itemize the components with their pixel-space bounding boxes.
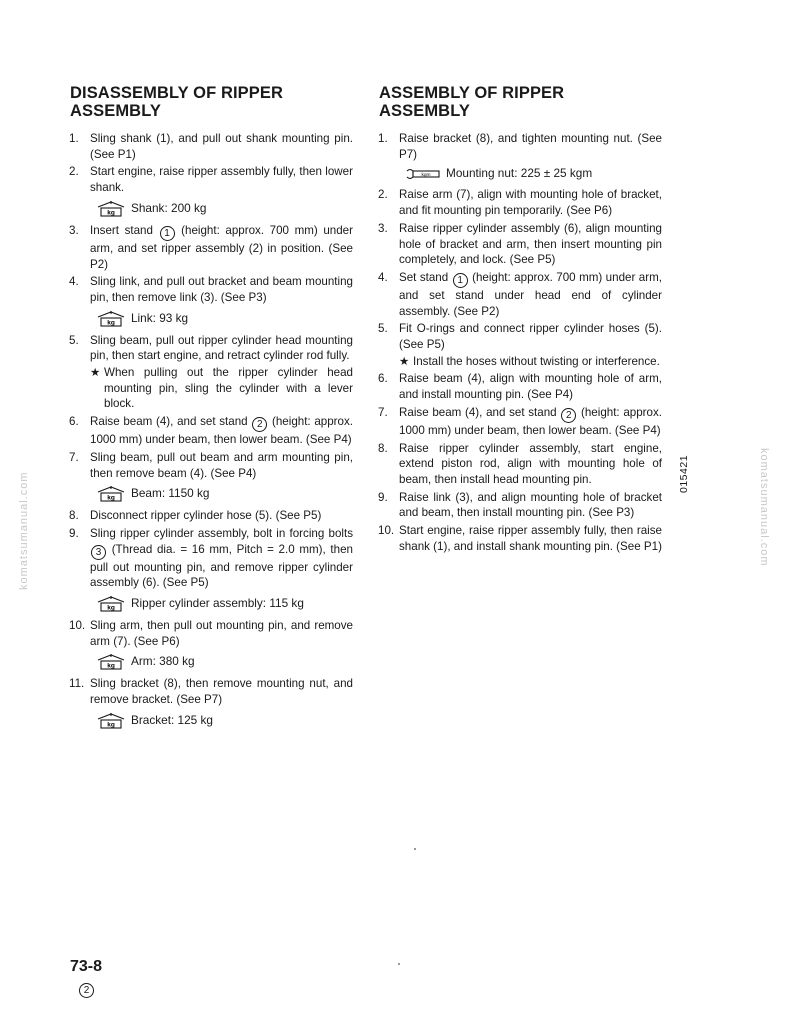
step-number: 1. xyxy=(378,132,388,145)
kg-weight-icon xyxy=(96,653,126,670)
assembly-step-7 xyxy=(379,405,662,439)
svg-text:kg: kg xyxy=(107,662,115,670)
step-text-part: Sling link, and pull out bracket and beam mounting pin, then remove link (3). (See P3) xyxy=(90,275,353,304)
assembly-step-5 xyxy=(379,321,662,369)
step-text-part: (Thread dia. = 16 mm, Pitch = 2.0 mm), then pull out mounting pin, and remove ripper cylinder assembly (6). (See P5) xyxy=(90,542,353,590)
step-text-part: Sling ripper cylinder assembly, bolt in forcing bolts xyxy=(90,526,353,540)
note-text: When pulling out the ripper cylinder head mounting pin, sling the cylinder with a lever block. xyxy=(104,366,353,411)
step-text-part: Raise ripper cylinder assembly (6), align mounting hole of bracket and arm, then insert mounting pin completely, and lock. (See P5) xyxy=(399,221,662,267)
step-text-part: Sling shank (1), and pull out shank mounting pin. (See P1) xyxy=(90,132,353,161)
step-text xyxy=(399,322,662,351)
note-text: Install the hoses without twisting or interference. xyxy=(413,354,660,368)
weight-spec-text: Beam: 1150 kg xyxy=(131,486,210,501)
step-text-part: Fit O-rings and connect ripper cylinder hoses (5). (See P5) xyxy=(399,322,662,352)
scan-speck xyxy=(398,963,400,965)
disassembly-title: DISASSEMBLY OF RIPPER ASSEMBLY xyxy=(70,84,283,120)
step-text-part: Raise beam (4), align with mounting hole of arm, and install mounting pin. (See P4) xyxy=(399,372,662,402)
step-number: 7. xyxy=(378,405,388,419)
kg-weight-icon xyxy=(96,200,126,217)
stand-number-mark: 1 xyxy=(453,273,468,288)
step-text-part: Disconnect ripper cylinder hose (5). (See P5) xyxy=(90,509,322,523)
step-text xyxy=(399,406,662,437)
stand-number-mark: 1 xyxy=(160,226,175,241)
step-number: 5. xyxy=(378,322,388,336)
revision-circle: 2 xyxy=(79,983,94,998)
svg-text:kg: kg xyxy=(107,319,115,327)
assembly-step-1 xyxy=(379,131,662,181)
step-text xyxy=(90,165,353,194)
svg-text:kg: kg xyxy=(107,721,115,729)
disassembly-step-1 xyxy=(70,131,353,162)
step-number: 8. xyxy=(378,441,388,455)
step-text xyxy=(90,334,353,363)
step-text-part: Start engine, raise ripper assembly fully, then lower shank. xyxy=(90,165,353,195)
assembly-title: ASSEMBLY OF RIPPER ASSEMBLY xyxy=(379,84,565,120)
step-text xyxy=(90,527,353,589)
torque-spec xyxy=(405,166,662,181)
step-text xyxy=(399,222,662,266)
step-text-part: (height: approx. 1000 mm) under beam, then lower beam. (See P4) xyxy=(90,415,354,447)
step-text-part: Raise beam (4), and set stand xyxy=(399,405,557,419)
step-text xyxy=(90,132,353,161)
step-number: 11. xyxy=(69,677,85,691)
step-text xyxy=(90,677,353,706)
svg-text:kg: kg xyxy=(107,494,115,502)
step-text-part: (height: approx. 700 mm) under arm, and set ripper assembly (2) in position. (See P2) xyxy=(90,223,353,271)
step-number: 2. xyxy=(69,165,79,179)
weight-spec xyxy=(96,485,353,502)
weight-spec-text: Arm: 380 kg xyxy=(131,654,195,669)
disassembly-step-11 xyxy=(70,676,353,728)
step-text-part: (height: approx. 1000 mm) under beam, then lower beam. (See P4) xyxy=(399,405,663,437)
step-text-part: Sling bracket (8), then remove mounting nut, and remove bracket. (See P7) xyxy=(90,677,353,707)
scan-speck xyxy=(414,848,416,850)
revision-mark xyxy=(78,978,95,998)
kg-weight-icon xyxy=(96,310,126,327)
page-number: 73-8 xyxy=(70,958,103,975)
disassembly-step-10 xyxy=(70,618,353,670)
step-number: 4. xyxy=(378,270,388,284)
step-text-part: Sling beam, pull out beam and arm mounting pin, then remove beam (4). (See P4) xyxy=(90,450,353,480)
step-number: 6. xyxy=(378,372,388,386)
step-text-part: Insert stand xyxy=(90,223,153,237)
note-star-icon: ★ xyxy=(399,354,410,368)
assembly-step-4 xyxy=(379,270,662,319)
disassembly-section xyxy=(70,84,353,735)
torque-wrench-icon xyxy=(405,167,441,181)
assembly-step-8 xyxy=(379,441,662,488)
step-text-part: Sling arm, then pull out mounting pin, and remove arm (7). (See P6) xyxy=(90,619,353,648)
weight-spec xyxy=(96,653,353,670)
step-text-part: Raise link (3), and align mounting hole of bracket and beam, then install mounting pin. (See P3) xyxy=(399,490,662,520)
step-text xyxy=(90,451,353,480)
document-code: 015421 xyxy=(678,454,690,493)
step-number: 3. xyxy=(378,221,388,235)
assembly-step-10 xyxy=(379,523,662,554)
step-text xyxy=(90,415,353,446)
step-text xyxy=(90,224,353,271)
disassembly-step-9 xyxy=(70,526,353,612)
step-note xyxy=(90,365,353,412)
step-number: 3. xyxy=(69,223,79,237)
kg-weight-icon xyxy=(96,595,126,612)
svg-text:kg: kg xyxy=(107,209,115,217)
step-text xyxy=(399,188,662,217)
step-text xyxy=(399,132,662,161)
step-text xyxy=(90,275,353,304)
svg-text:kg: kg xyxy=(107,604,115,612)
step-number: 8. xyxy=(69,509,79,523)
stand-number-mark: 3 xyxy=(91,545,106,560)
step-text-part: Raise beam (4), and set stand xyxy=(90,415,248,429)
step-text xyxy=(399,524,662,553)
step-number: 9. xyxy=(69,526,79,540)
kg-weight-icon xyxy=(96,712,126,729)
weight-spec-text: Ripper cylinder assembly: 115 kg xyxy=(131,596,304,611)
step-text-part: (height: approx. 700 mm) under arm, and set stand under head end of cylinder assembly. (See P2) xyxy=(399,270,662,318)
weight-spec xyxy=(96,712,353,729)
step-text xyxy=(90,619,353,648)
disassembly-step-2 xyxy=(70,164,353,216)
step-number: 1. xyxy=(69,132,79,145)
disassembly-step-8 xyxy=(70,508,353,524)
watermark-left: komatsumanual.com xyxy=(18,471,30,590)
step-number: 10. xyxy=(378,524,395,538)
weight-spec xyxy=(96,310,353,327)
step-text-part: Set stand xyxy=(399,270,449,284)
disassembly-step-7 xyxy=(70,450,353,502)
weight-spec xyxy=(96,200,353,217)
step-text-part: Raise arm (7), align with mounting hole of bracket, and fit mounting pin temporarily. (See P6) xyxy=(399,188,662,218)
step-number: 2. xyxy=(378,188,388,202)
weight-spec xyxy=(96,595,353,612)
watermark-right: komatsumanual.com xyxy=(758,448,770,567)
step-text xyxy=(90,509,321,522)
assembly-step-2 xyxy=(379,187,662,218)
svg-text:kgm: kgm xyxy=(421,173,431,179)
disassembly-step-6 xyxy=(70,414,353,448)
assembly-steps xyxy=(379,131,662,554)
step-text-part: Sling beam, pull out ripper cylinder head mounting pin, then start engine, and retract cylinder rod fully. xyxy=(90,333,353,363)
weight-spec-text: Shank: 200 kg xyxy=(131,200,207,215)
weight-spec-text: Bracket: 125 kg xyxy=(131,712,213,727)
stand-number-mark: 2 xyxy=(252,417,267,432)
step-text xyxy=(399,442,662,486)
assembly-section xyxy=(379,84,662,556)
disassembly-steps xyxy=(70,131,353,729)
disassembly-step-3 xyxy=(70,223,353,272)
assembly-step-3 xyxy=(379,221,662,268)
step-number: 9. xyxy=(378,490,388,504)
weight-spec-text: Link: 93 kg xyxy=(131,310,189,325)
step-text xyxy=(399,372,662,401)
torque-spec-text: Mounting nut: 225 ± 25 kgm xyxy=(446,166,593,181)
disassembly-step-5 xyxy=(70,333,353,413)
step-text-part: Raise bracket (8), and tighten mounting nut. (See P7) xyxy=(399,132,662,161)
step-text-part: Raise ripper cylinder assembly, start engine, extend piston rod, align with mounting hole of beam, then install head mounting pin. xyxy=(399,441,662,486)
assembly-step-6 xyxy=(379,371,662,402)
step-text-part: Start engine, raise ripper assembly fully, then raise shank (1), and install shank mounting pin. (See P1) xyxy=(399,524,662,553)
step-text xyxy=(399,271,662,318)
step-number: 5. xyxy=(69,333,79,347)
disassembly-step-4 xyxy=(70,274,353,326)
stand-number-mark: 2 xyxy=(561,408,576,423)
step-text xyxy=(399,491,662,520)
step-number: 10. xyxy=(69,619,86,633)
step-note xyxy=(399,354,662,370)
kg-weight-icon xyxy=(96,485,126,502)
step-number: 7. xyxy=(69,450,79,464)
assembly-step-9 xyxy=(379,490,662,521)
step-number: 6. xyxy=(69,415,79,429)
note-star-icon: ★ xyxy=(90,366,101,380)
step-number: 4. xyxy=(69,275,79,289)
